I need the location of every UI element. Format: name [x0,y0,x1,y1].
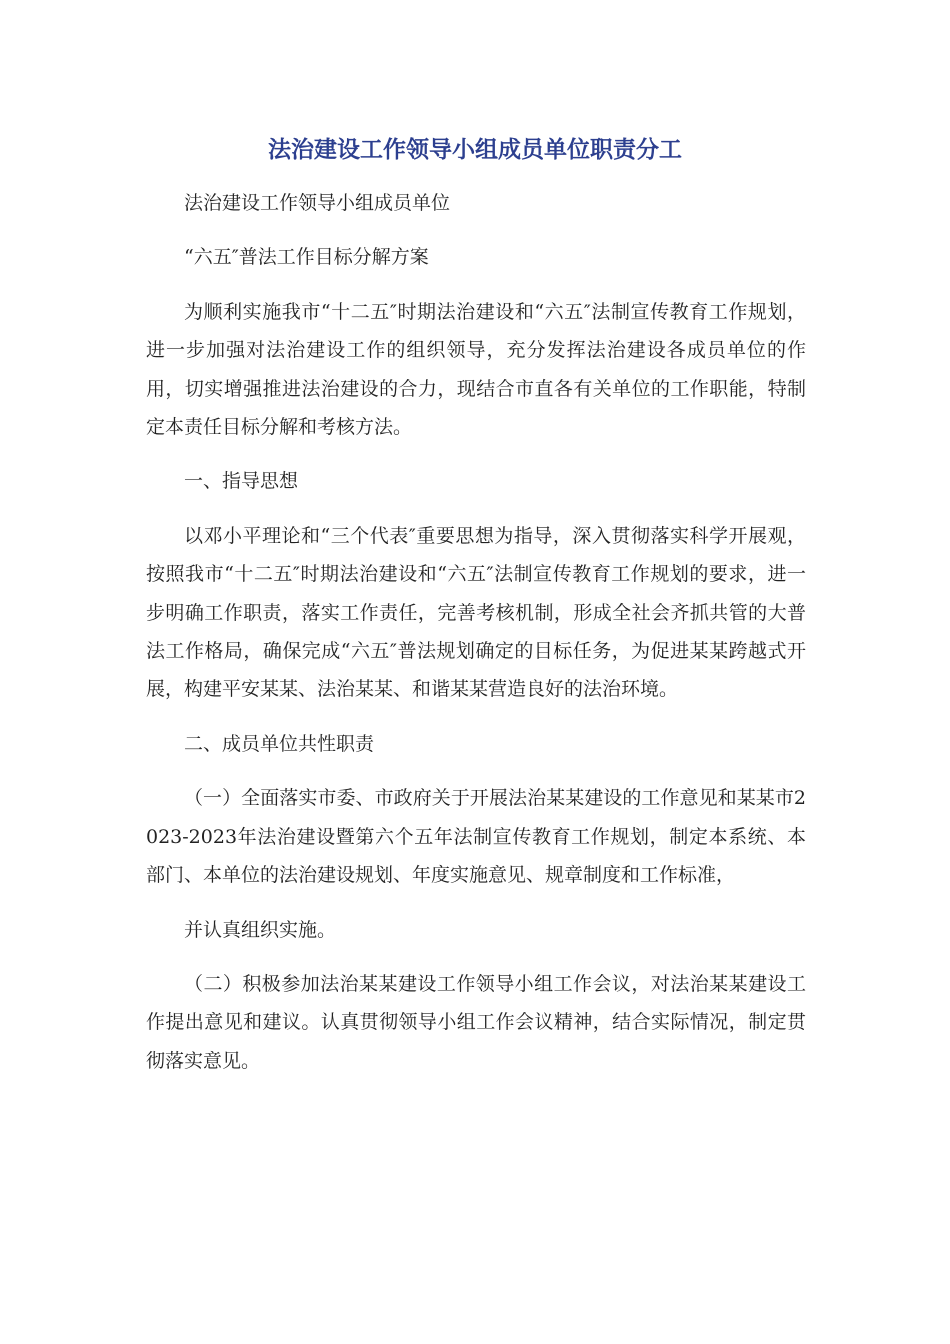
paragraph-subtitle-1: 法治建设工作领导小组成员单位 [184,192,451,214]
paragraph-duty-1: （一）全面落实市委、市政府关于开展法治某某建设的工作意见和某某市2023-2023年法治建设暨第六个五年法制宣传教育工作规划，制定本系统、本部门、本单位的法治建设规划、年度实施意见、规章制度和工作标准， [146,787,806,887]
paragraph-intro: 为顺利实施我市“十二五″时期法治建设和“六五″法制宣传教育工作规划，进一步加强对法治建设工作的组织领导，充分发挥法治建设各成员单位的作用，切实增强推进法治建设的合力，现结合市直各有关单位的工作职能，特制定本责任目标分解和考核方法。 [146,300,806,439]
paragraph-guiding-thought: 以邓小平理论和“三个代表″重要思想为指导，深入贯彻落实科学开展观，按照我市“十二五″时期法治建设和“六五″法制宣传教育工作规划的要求，进一步明确工作职责，落实工作责任，完善考核机制，形成全社会齐抓共管的大普法工作格局，确保完成“六五″普法规划确定的目标任务，为促进某某跨越式开展，构建平安某某、法治某某、和谐某某营造良好的法治环境。 [146,524,806,701]
paragraph-subtitle-2: “六五″普法工作目标分解方案 [184,246,429,269]
paragraph-duty-1-continued: 并认真组织实施。 [184,918,337,941]
section-heading-1: 一、指导思想 [184,470,299,493]
document-body [146,184,806,1080]
paragraph-duty-2: （二）积极参加法治某某建设工作领导小组工作会议，对法治某某建设工作提出意见和建议。认真贯彻领导小组工作会议精神，结合实际情况，制定贯彻落实意见。 [146,972,806,1072]
section-heading-2: 二、成员单位共性职责 [184,732,375,755]
document-title: 法治建设工作领导小组成员单位职责分工 [268,137,682,163]
